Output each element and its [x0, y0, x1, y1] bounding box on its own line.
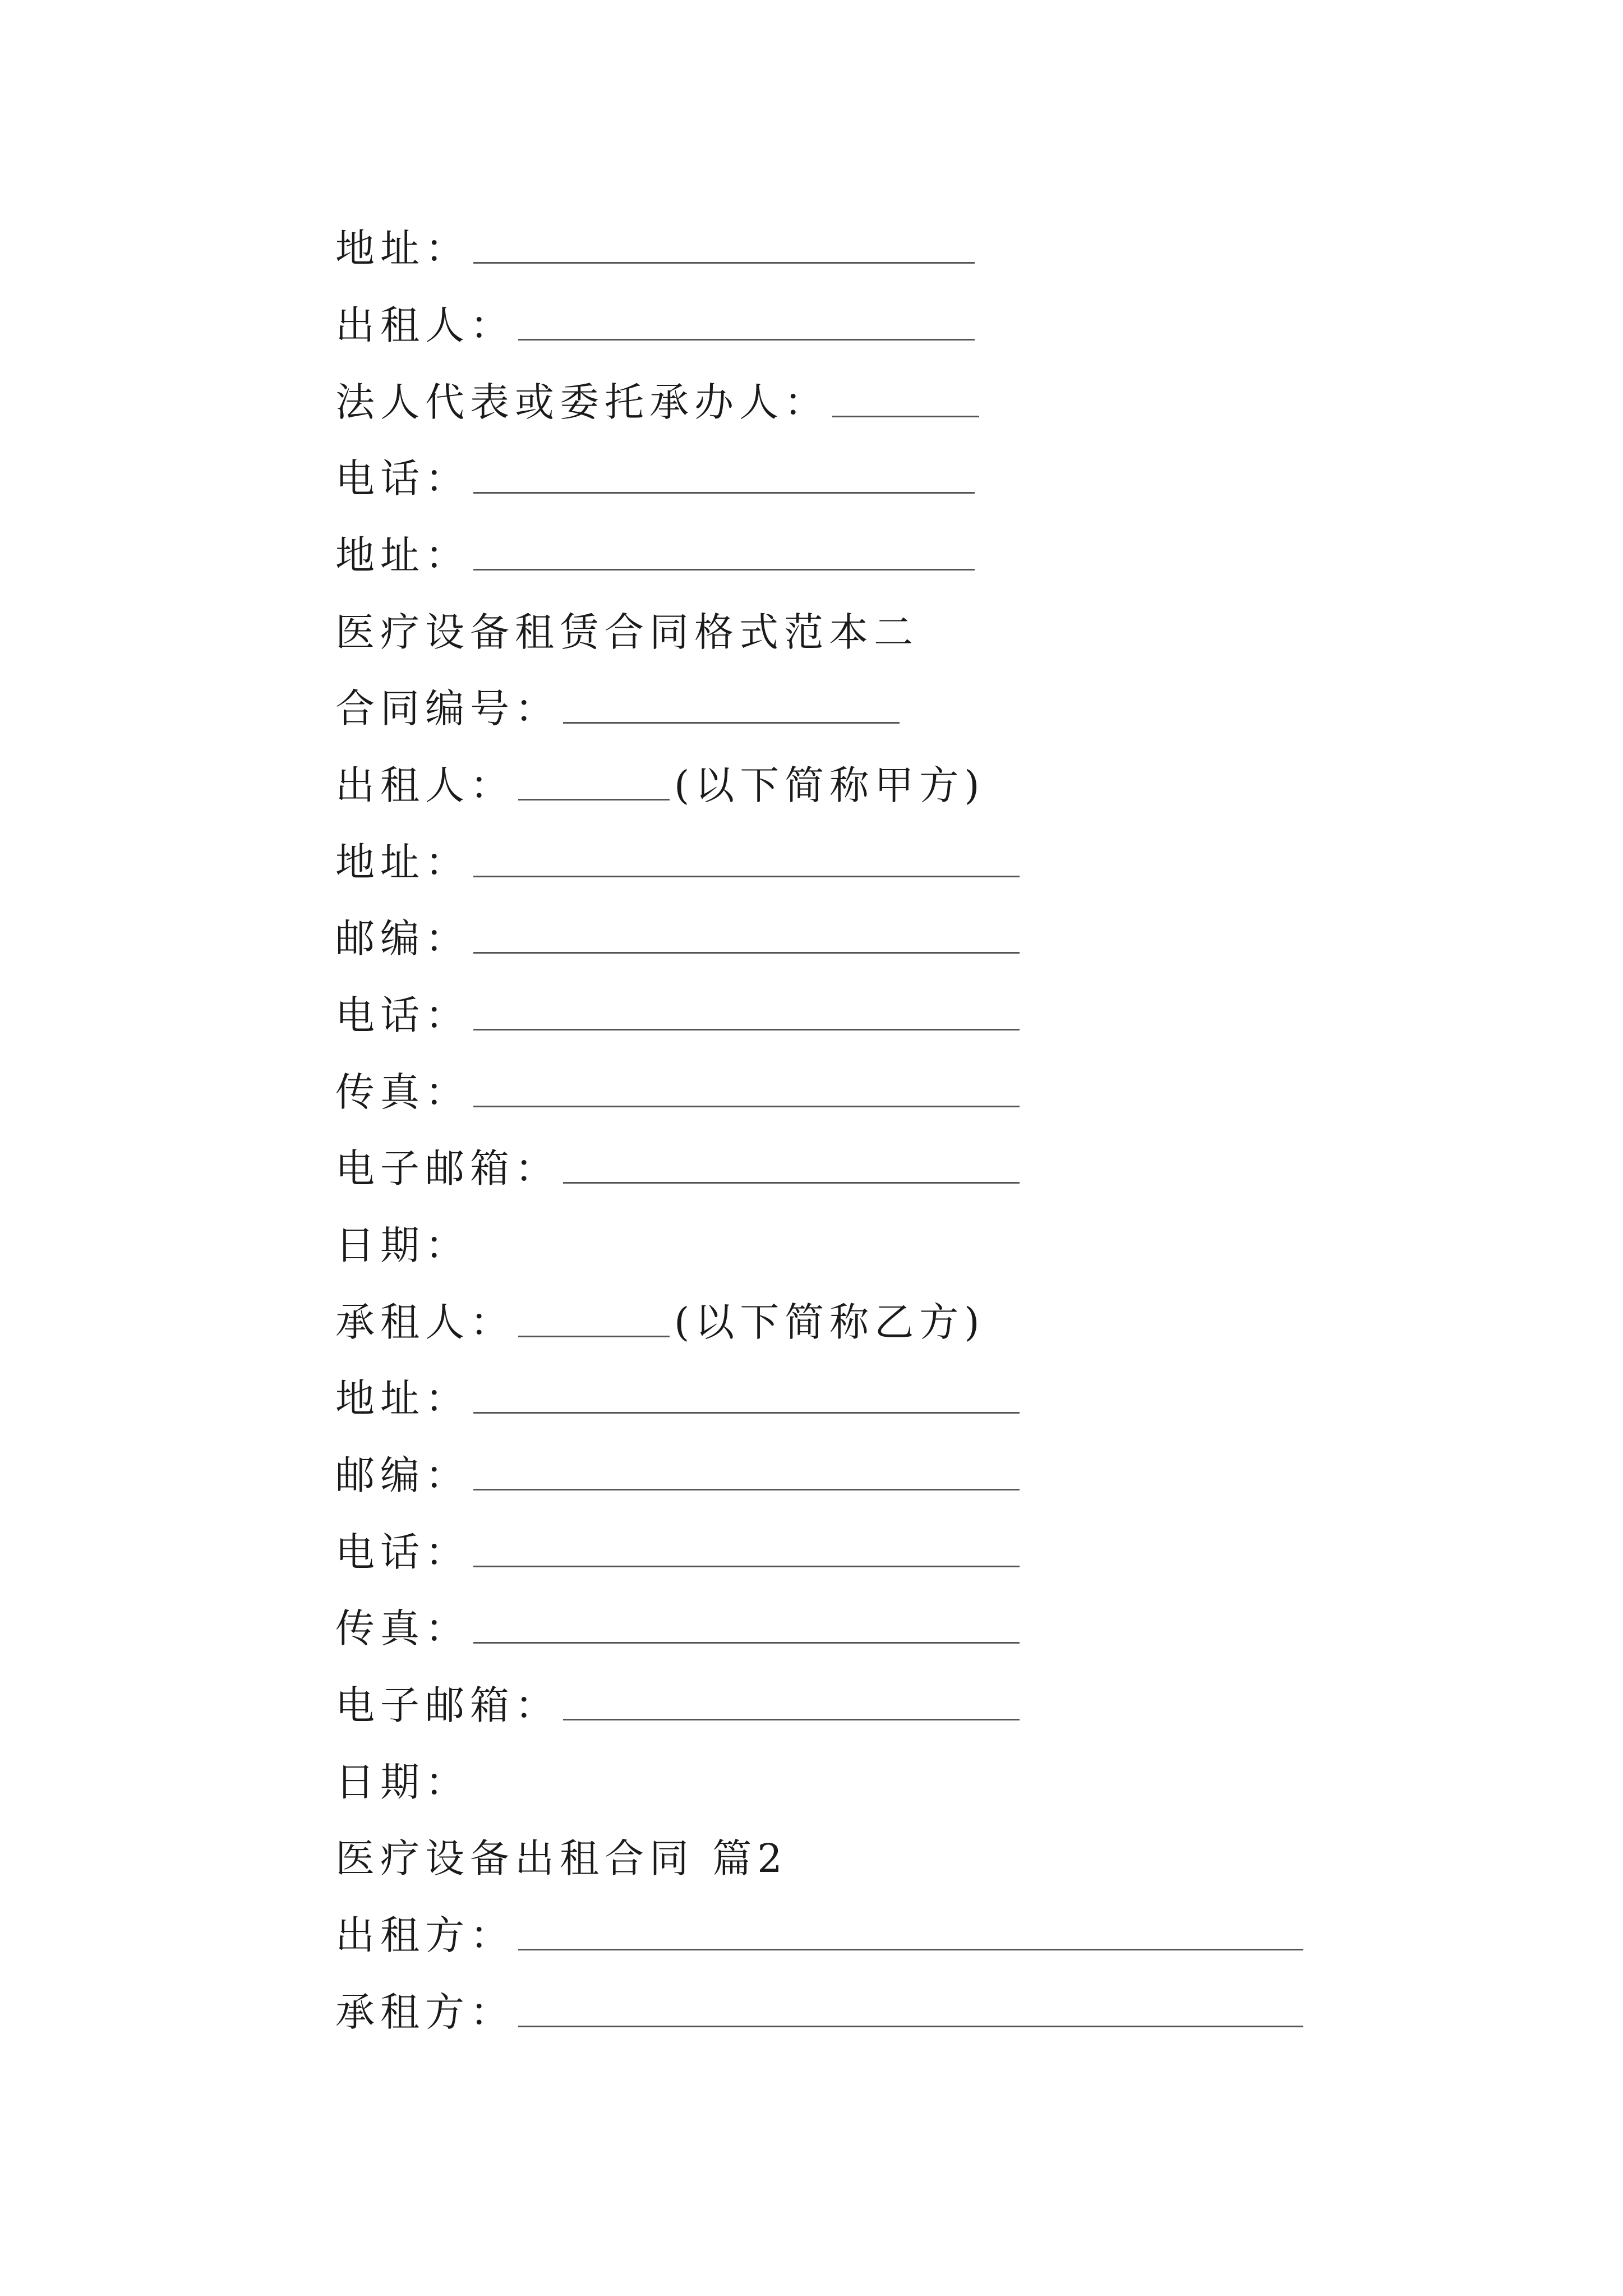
address-line [335, 214, 975, 276]
lessor-line [335, 291, 975, 353]
field-label: 出租人： [335, 762, 515, 808]
email-line [335, 1134, 1020, 1196]
fill-blank [473, 457, 975, 494]
field-label: 承租人： [335, 1299, 515, 1345]
fill-blank [473, 1607, 1020, 1644]
field-label: 地址： [335, 225, 470, 272]
fill-blank [473, 227, 975, 264]
fill-blank [473, 1454, 1020, 1490]
date-line [335, 1748, 470, 1810]
field-label: 出租方： [335, 1912, 515, 1958]
party-note: (以下简称乙方) [674, 1299, 985, 1345]
heading-text: 医疗设备租赁合同格式范本二 [335, 609, 919, 655]
lessee-line [335, 1288, 985, 1350]
fill-blank [518, 1991, 1303, 2027]
fill-blank [473, 534, 975, 570]
fill-blank [473, 1377, 1020, 1414]
postcode-line [335, 904, 1020, 966]
legal-representative-line [335, 368, 979, 430]
field-label: 法人代表或委托承办人： [335, 379, 829, 425]
fill-blank [473, 1531, 1020, 1567]
fill-blank [832, 381, 979, 417]
fill-blank [473, 841, 1020, 877]
postcode-line [335, 1441, 1020, 1503]
fill-blank [518, 1914, 1303, 1950]
field-label: 日期： [335, 1759, 470, 1805]
fax-line [335, 1058, 1020, 1120]
field-label: 电话： [335, 1529, 470, 1575]
lessor-line [335, 751, 985, 813]
fill-blank [563, 1684, 1020, 1720]
phone-line [335, 981, 1020, 1043]
fax-line [335, 1594, 1020, 1656]
field-label: 传真： [335, 1069, 470, 1115]
field-label: 电话： [335, 992, 470, 1038]
phone-line [335, 444, 975, 506]
field-label: 电子邮箱： [335, 1682, 560, 1728]
heading-text: 医疗设备出租合同 篇2 [335, 1835, 788, 1881]
field-label: 地址： [335, 1375, 470, 1421]
fill-blank [473, 994, 1020, 1030]
email-line [335, 1671, 1020, 1733]
party-note: (以下简称甲方) [674, 762, 985, 808]
field-label: 日期： [335, 1222, 470, 1268]
field-label: 承租方： [335, 1989, 515, 2035]
field-label: 合同编号： [335, 685, 560, 731]
fill-blank [563, 687, 900, 724]
address-line [335, 1364, 1020, 1426]
field-label: 邮编： [335, 1452, 470, 1498]
field-label: 传真： [335, 1605, 470, 1651]
address-line [335, 828, 1020, 890]
section-heading [335, 598, 919, 660]
address-line [335, 521, 975, 583]
fill-blank [473, 1071, 1020, 1107]
field-label: 地址： [335, 839, 470, 885]
field-label: 电子邮箱： [335, 1145, 560, 1191]
fill-blank [563, 1147, 1020, 1184]
fill-blank [473, 917, 1020, 954]
field-label: 出租人： [335, 302, 515, 348]
fill-blank [518, 304, 975, 341]
fill-blank [518, 1301, 670, 1337]
field-label: 邮编： [335, 915, 470, 961]
date-line [335, 1211, 470, 1273]
lessee-party-line [335, 1978, 1303, 2040]
field-label: 电话： [335, 455, 470, 501]
section-heading [335, 1824, 788, 1886]
phone-line [335, 1518, 1020, 1580]
field-label: 地址： [335, 532, 470, 578]
lessor-party-line [335, 1901, 1303, 1963]
fill-blank [518, 764, 670, 800]
contract-number-line [335, 674, 900, 736]
